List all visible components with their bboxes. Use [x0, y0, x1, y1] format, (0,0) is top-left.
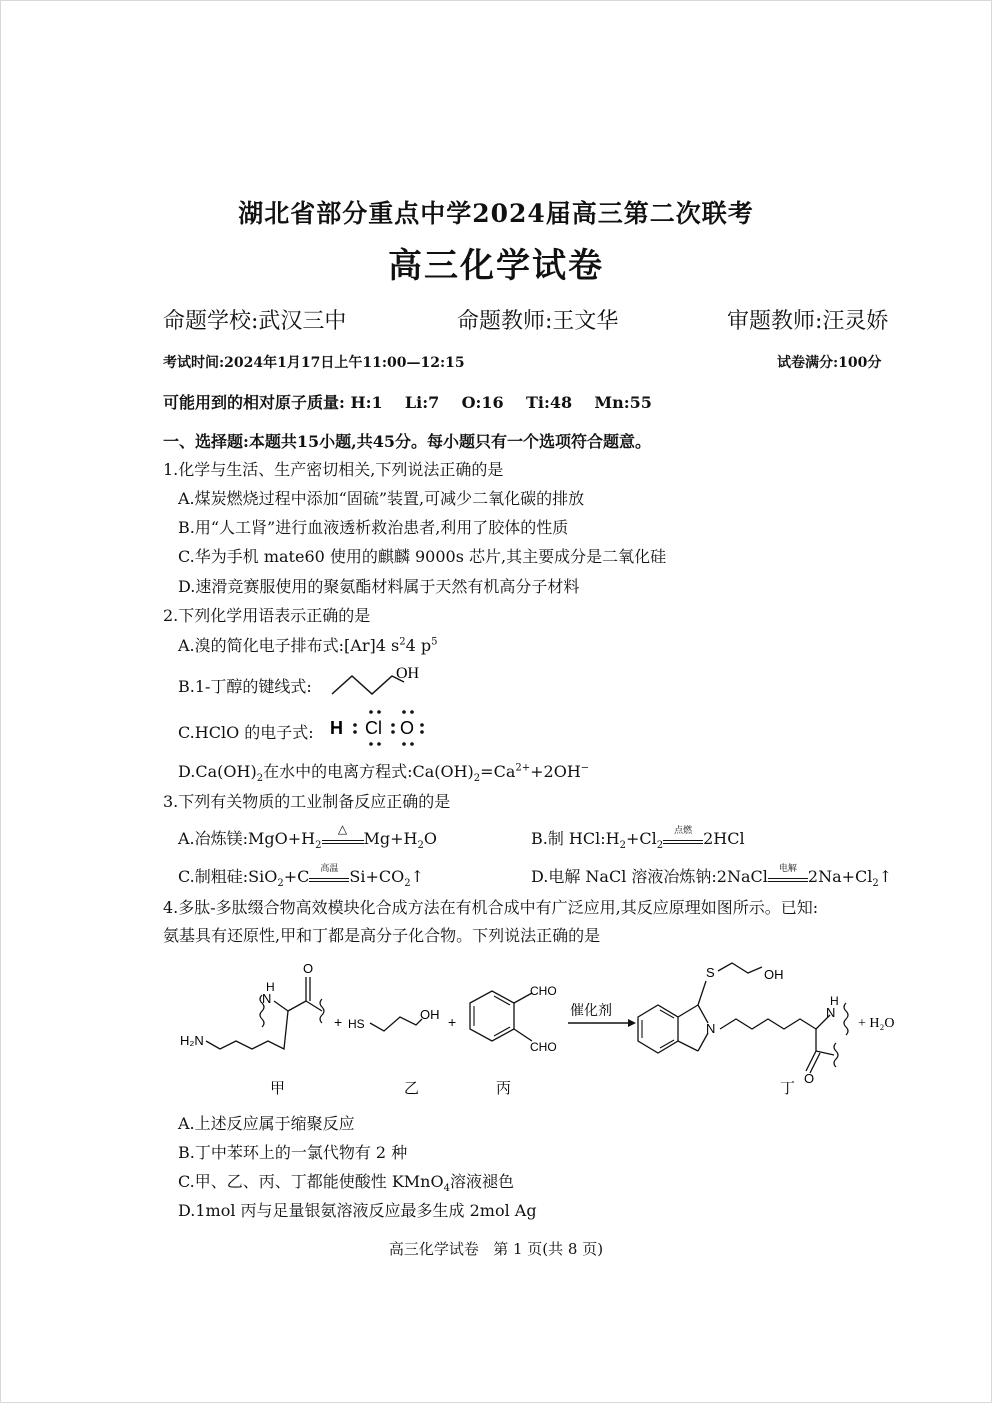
q3-c-mid: +C [283, 867, 310, 886]
q1-option-d: D.速滑竞赛服使用的聚氨酯材料属于天然有机高分子材料 [178, 577, 580, 596]
q2-d-sup1: 2+ [515, 762, 531, 774]
bing-cho-bottom: CHO [530, 1040, 557, 1054]
q3-d-arrow [768, 864, 808, 882]
q4-option-c [178, 1169, 514, 1195]
atomic-masses: 可能用到的相对原子质量: H:1 Li:7 O:16 Ti:48 Mn:55 [163, 393, 652, 412]
author-label: 命题教师:王文华 [457, 309, 619, 334]
q3-c-pre: C.制粗硅:SiO [178, 867, 278, 886]
q3-d-condition: 电解 [778, 864, 797, 874]
q2-d-sub1: 2 [256, 773, 264, 785]
q2-a-sup2: 5 [431, 636, 438, 648]
q4-option-d: D.1mol 丙与足量银氨溶液反应最多生成 2mol Ag [178, 1201, 537, 1220]
q3-a-sub2: 2 [417, 840, 424, 852]
jia-h2n: H₂N [180, 1033, 204, 1048]
q3-c-sub: 2 [277, 878, 284, 890]
q3-b-equals [663, 840, 703, 844]
label-ding: 丁 [780, 1081, 796, 1097]
q3-a-arrow [322, 822, 364, 844]
q3-a-equals [322, 840, 364, 844]
hclo-svg [326, 706, 446, 750]
ding-nh-n: N [826, 1005, 836, 1020]
butanol-svg [328, 660, 438, 700]
butanol-oh-label: OH [396, 665, 420, 682]
q3-c-sub2: 2 [404, 878, 411, 890]
jia-nh-h: H [266, 980, 275, 994]
q3-option-b [531, 826, 745, 852]
exam-time: 考试时间:2024年1月17日上午11:00—12:15 [163, 355, 465, 371]
q1-option-b: B.用“人工肾”进行血液透析救治患者,利用了胶体的性质 [178, 518, 569, 537]
q3-option-d [531, 864, 893, 890]
q4-stem-line2: 氨基具有还原性,甲和丁都是高分子化合物。下列说法正确的是 [163, 926, 601, 945]
q1-stem: 1.化学与生活、生产密切相关,下列说法正确的是 [163, 460, 504, 479]
jia-nh-n: N [262, 991, 272, 1006]
q2-option-d [178, 759, 590, 785]
reaction-scheme [170, 955, 920, 1105]
q3-option-c [178, 864, 425, 890]
q3-a-end: O [423, 829, 437, 848]
compound-bing [470, 979, 557, 1097]
q3-c-post: Si+CO [349, 867, 405, 886]
full-score: 试卷满分:100分 [777, 355, 882, 371]
q3-d-post: 2Na+Cl [807, 867, 873, 886]
ding-nh-h: H [830, 994, 839, 1008]
compound-yi [348, 1007, 440, 1097]
q2-a-mid: 4 p [405, 636, 432, 655]
q3-d-end: ↑ [878, 867, 893, 886]
q2-stem: 2.下列化学用语表示正确的是 [163, 606, 371, 625]
jia-o: O [303, 961, 314, 976]
q2-d-end: +2OH [530, 762, 581, 781]
q2-d-eq: =Ca [480, 762, 516, 781]
q3-c-condition: 高温 [320, 864, 339, 874]
yi-hs: HS [348, 1017, 365, 1031]
q4-c-pre: C.甲、乙、丙、丁都能使酸性 KMnO [178, 1172, 444, 1191]
ding-n: N [706, 1021, 716, 1036]
exam-subtitle: 高三化学试卷 [388, 246, 604, 286]
reaction-arrow [568, 1002, 636, 1027]
page-footer: 高三化学试卷 第 1 页(共 8 页) [388, 1240, 604, 1258]
q2-d-mid: 在水中的电离方程式:Ca(OH) [263, 762, 474, 781]
plus-2: + [448, 1014, 457, 1030]
yi-oh: OH [420, 1007, 440, 1022]
q3-b-mid: +Cl [625, 829, 657, 848]
q3-a-post: Mg+H [363, 829, 418, 848]
reaction-scheme-svg [170, 955, 920, 1105]
q2-a-text: A.溴的简化电子排布式:[Ar]4 s [178, 636, 400, 655]
q2-c-label: C.HClO 的电子式: [178, 723, 314, 742]
label-jia: 甲 [270, 1081, 286, 1097]
q3-stem: 3.下列有关物质的工业制备反应正确的是 [163, 792, 451, 811]
q2-option-b [178, 674, 312, 697]
q3-c-arrow [309, 864, 349, 882]
school-label: 命题学校:武汉三中 [163, 309, 347, 334]
q3-c-end: ↑ [410, 867, 425, 886]
q3-option-a [178, 822, 437, 852]
exam-title: 湖北省部分重点中学2024届高三第二次联考 [238, 199, 754, 228]
compound-ding [638, 963, 848, 1097]
q3-d-pre: D.电解 NaCl 溶液冶炼钠:2NaCl [531, 867, 768, 886]
compound-jia [180, 961, 324, 1097]
q2-d-pre: D.Ca(OH) [178, 762, 257, 781]
section-heading: 一、选择题:本题共15小题,共45分。每小题只有一个选项符合题意。 [163, 432, 652, 451]
butanol-skeletal-formula [328, 660, 438, 700]
q4-option-a: A.上述反应属于缩聚反应 [178, 1114, 355, 1133]
q3-d-equals [768, 878, 808, 882]
q2-option-c [178, 720, 314, 743]
q1-option-a: A.煤炭燃烧过程中添加“固硫”装置,可减少二氧化碳的排放 [178, 489, 585, 508]
q4-c-post: 溶液褪色 [449, 1172, 514, 1191]
label-bing: 丙 [496, 1081, 512, 1097]
ding-s: S [706, 965, 715, 980]
hclo-o: O [400, 718, 415, 738]
q3-d-sub: 2 [872, 878, 879, 890]
plus-1: + [334, 1014, 343, 1030]
label-yi: 乙 [404, 1081, 420, 1097]
reviewer-label: 审题教师:汪灵娇 [727, 309, 889, 334]
q4-option-b: B.丁中苯环上的一氯代物有 2 种 [178, 1143, 408, 1162]
water-product: + H₂O [858, 1016, 895, 1031]
bing-cho-top: CHO [530, 984, 557, 998]
q3-b-condition: 点燃 [674, 826, 693, 836]
q3-a-condition: △ [337, 822, 348, 836]
q2-option-a [178, 633, 437, 656]
hclo-h: H [330, 718, 343, 738]
q4-c-sub: 4 [443, 1183, 450, 1195]
q3-c-equals [309, 878, 349, 882]
q3-b-post: 2HCl [703, 829, 745, 848]
catalyst-label: 催化剂 [570, 1004, 612, 1019]
q2-d-sub2: 2 [473, 773, 481, 785]
q3-a-sub: 2 [315, 840, 322, 852]
hclo-cl: Cl [365, 718, 382, 738]
ding-o: O [804, 1071, 815, 1086]
q4-stem-line1: 4.多肽-多肽缀合物高效模块化合成方法在有机合成中有广泛应用,其反应原理如图所示。已知: [163, 898, 819, 917]
q2-a-sup1: 2 [399, 636, 406, 648]
q3-b-pre: B.制 HCl:H [531, 829, 620, 848]
q3-a-pre: A.冶炼镁:MgO+H [178, 829, 316, 848]
q3-b-arrow [663, 826, 703, 844]
hclo-electron-formula [326, 706, 446, 750]
q2-d-sup2: − [580, 762, 590, 774]
q3-b-sub: 2 [619, 840, 626, 852]
ding-oh: OH [764, 967, 784, 982]
q2-b-label: B.1-丁醇的键线式: [178, 677, 312, 696]
q1-option-c: C.华为手机 mate60 使用的麒麟 9000s 芯片,其主要成分是二氧化硅 [178, 547, 667, 566]
q3-b-sub2: 2 [656, 840, 664, 852]
